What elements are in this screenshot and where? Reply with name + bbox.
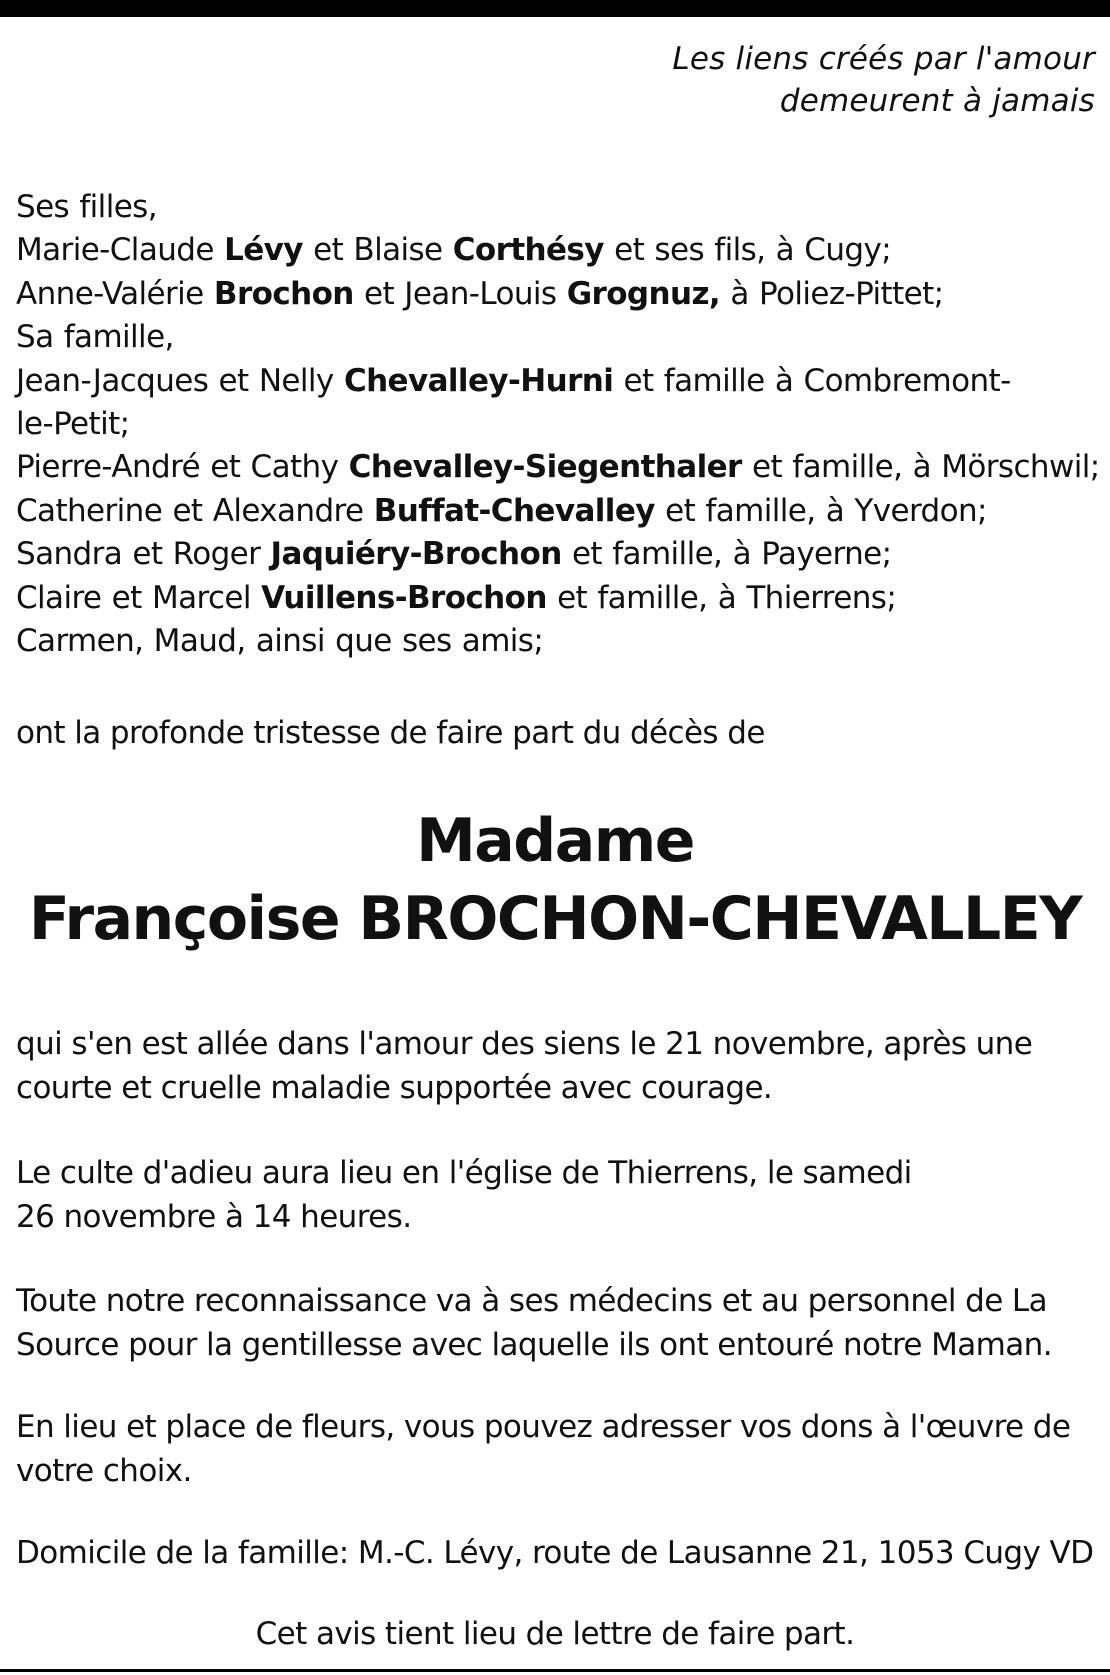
domicile-paragraph: Domicile de la famille: M.-C. Lévy, route de Lausanne 21, 1053 Cugy VD: [16, 1535, 1094, 1571]
announcement-intro: ont la profonde tristesse de faire part du décès de: [16, 715, 765, 751]
family-text: à Poliez-Pittet;: [720, 275, 944, 312]
service-paragraph: [16, 1152, 1101, 1239]
family-text: Anne-Valérie: [16, 275, 214, 312]
deceased-title: Madame: [416, 806, 694, 876]
family-text: Catherine et Alexandre: [16, 492, 374, 529]
family-line: [16, 316, 1106, 359]
thanks-paragraph: Toute notre reconnaissance va à ses médecins et au personnel de La Source pour la gentillesse avec laquelle ils ont entouré notre Maman.: [16, 1283, 1052, 1363]
family-line: [16, 577, 1106, 620]
bottom-border-rule: [0, 1669, 1110, 1672]
closing-note: Cet avis tient lieu de lettre de faire part.: [255, 1616, 855, 1652]
family-line: [16, 273, 1106, 316]
family-text: Carmen, Maud, ainsi que ses amis;: [16, 623, 544, 660]
family-line: [16, 403, 1106, 446]
family-line: [16, 490, 1106, 533]
epigraph: [672, 38, 1095, 122]
family-line: [16, 533, 1106, 576]
family-text: et Jean-Louis: [353, 275, 567, 312]
family-line: [16, 360, 1106, 403]
service-line-1: Le culte d'adieu aura lieu en l'église de Thierrens, le samedi: [16, 1155, 912, 1191]
family-list: [16, 186, 1106, 663]
family-surname: Chevalley-Hurni: [343, 362, 614, 399]
family-line: [16, 620, 1106, 663]
family-text: Jean-Jacques et Nelly: [16, 362, 344, 399]
family-surname: Jaquiéry-Brochon: [270, 536, 562, 573]
family-line: [16, 186, 1106, 229]
family-text: et famille à Combremont-: [613, 362, 1011, 399]
family-text: et ses fils, à Cugy;: [603, 232, 892, 269]
family-text: et famille, à Thierrens;: [546, 579, 897, 616]
family-line: [16, 446, 1106, 489]
family-text: et Blaise: [302, 232, 453, 269]
family-surname: Lévy: [224, 232, 303, 269]
deceased-name: Françoise BROCHON-CHEVALLEY: [28, 884, 1082, 954]
top-border-rule: [0, 0, 1110, 17]
family-surname: Chevalley-Siegenthaler: [348, 449, 742, 486]
family-text: et famille, à Yverdon;: [654, 492, 987, 529]
epigraph-line-1: Les liens créés par l'amour: [672, 41, 1095, 77]
service-line-2: 26 novembre à 14 heures.: [16, 1198, 412, 1235]
family-text: le-Petit;: [16, 406, 130, 443]
family-surname: Vuillens-Brochon: [261, 579, 547, 616]
family-text: Sa famille,: [16, 319, 174, 356]
family-text: Marie-Claude: [16, 232, 225, 269]
family-text: Claire et Marcel: [16, 579, 262, 616]
family-line: [16, 229, 1106, 272]
family-text: et famille, à Payerne;: [561, 536, 892, 573]
family-surname: Brochon: [213, 275, 354, 312]
donations-paragraph: En lieu et place de fleurs, vous pouvez adresser vos dons à l'œuvre de votre choix.: [16, 1409, 1071, 1489]
epigraph-line-2: demeurent à jamais: [779, 83, 1095, 119]
family-text: Ses filles,: [16, 189, 157, 225]
family-text: et famille, à Mörschwil;: [741, 449, 1100, 486]
family-surname: Buffat-Chevalley: [373, 492, 655, 529]
family-text: Pierre-André et Cathy: [16, 449, 349, 486]
passing-paragraph: qui s'en est allée dans l'amour des siens le 21 novembre, après une courte et cruelle maladie supportée avec courage.: [16, 1026, 1033, 1106]
family-text: Sandra et Roger: [16, 536, 271, 573]
family-surname: Corthésy: [452, 232, 604, 269]
family-surname: Grognuz,: [566, 275, 721, 312]
